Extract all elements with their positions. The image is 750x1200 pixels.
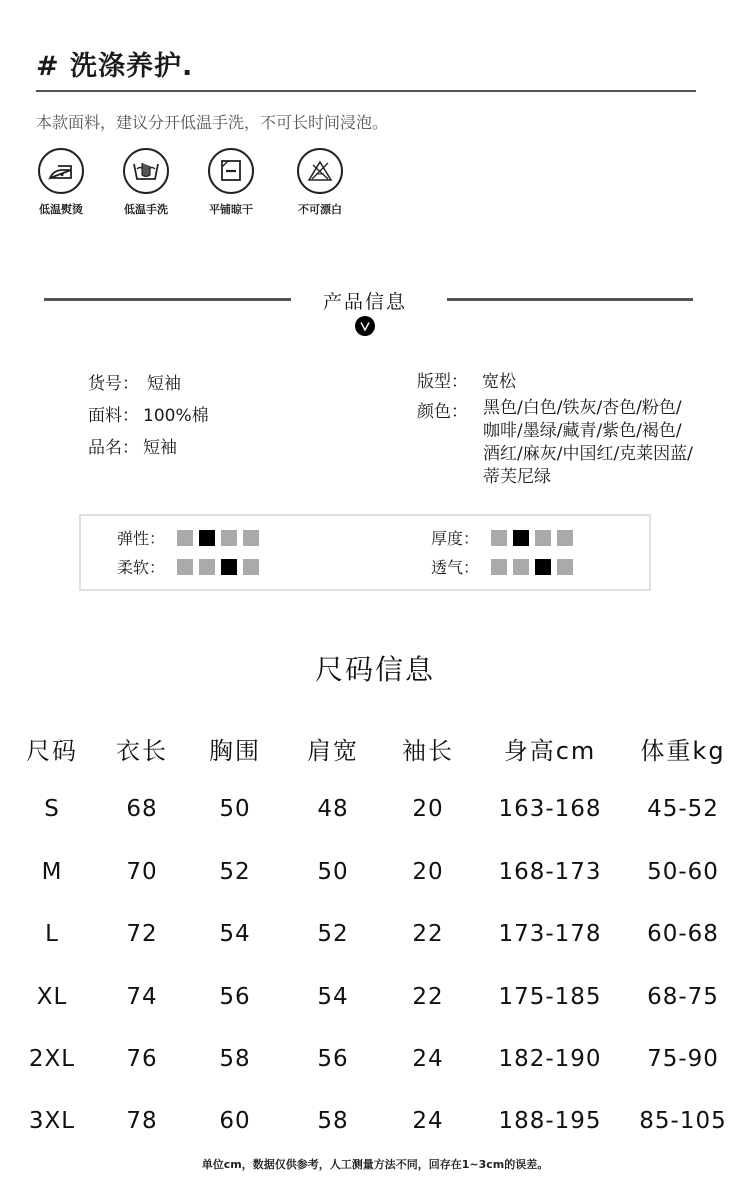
product-info-title: 产品信息 <box>322 291 407 313</box>
cell-chest: 50 <box>219 796 251 822</box>
info-value: 短袖 <box>143 438 177 458</box>
product-info-divider-left <box>44 298 291 301</box>
rating-block <box>535 530 551 546</box>
rating-block <box>557 559 573 575</box>
product-info-divider-right <box>447 298 693 301</box>
info-product-name <box>88 433 177 458</box>
cell-weight: 50-60 <box>647 859 719 885</box>
cell-shoulder: 58 <box>317 1108 349 1134</box>
cell-length: 72 <box>126 921 158 947</box>
rating-block <box>177 530 193 546</box>
rating-block <box>491 559 507 575</box>
info-value: 100%棉 <box>143 406 209 426</box>
cell-chest: 56 <box>219 984 251 1010</box>
cell-sleeve: 24 <box>412 1046 444 1072</box>
cell-length: 68 <box>126 796 158 822</box>
care-label: 低温熨烫 <box>39 203 83 216</box>
cell-height: 173-178 <box>498 921 602 947</box>
hand-wash-icon <box>125 150 167 192</box>
colors-line: 咖啡/墨绿/藏青/紫色/褐色/ <box>483 421 682 441</box>
rating-softness <box>117 555 265 578</box>
colors-line: 黑色/白色/铁灰/杏色/粉色/ <box>483 398 682 418</box>
size-header-chest: 胸围 <box>209 737 261 765</box>
info-value: 短袖 <box>147 374 181 394</box>
cell-sleeve: 20 <box>412 859 444 885</box>
rating-breathability <box>431 555 579 578</box>
cell-length: 78 <box>126 1108 158 1134</box>
cell-shoulder: 52 <box>317 921 349 947</box>
info-value: 宽松 <box>482 372 516 392</box>
info-colors-label: 颜色： <box>417 402 468 422</box>
rating-label: 弹性： <box>117 529 166 548</box>
cell-size: XL <box>36 984 68 1010</box>
care-label: 不可漂白 <box>298 203 342 216</box>
no-bleach-icon <box>299 150 341 192</box>
cell-weight: 75-90 <box>647 1046 719 1072</box>
cell-size: 3XL <box>28 1108 76 1134</box>
rating-block <box>199 559 215 575</box>
cell-shoulder: 48 <box>317 796 349 822</box>
cell-shoulder: 54 <box>317 984 349 1010</box>
cell-chest: 52 <box>219 859 251 885</box>
cell-height: 182-190 <box>498 1046 602 1072</box>
care-item-hand-wash <box>123 148 169 217</box>
cell-height: 175-185 <box>498 984 602 1010</box>
colors-line: 蒂芙尼绿 <box>483 467 551 487</box>
info-label: 货号： <box>88 374 139 394</box>
rating-block <box>243 559 259 575</box>
rating-block <box>557 530 573 546</box>
cell-sleeve: 22 <box>412 984 444 1010</box>
info-label: 版型： <box>417 372 468 392</box>
cell-height: 188-195 <box>498 1108 602 1134</box>
low-temp-iron-icon <box>40 150 82 192</box>
care-section-title: # 洗涤养护. <box>36 51 194 82</box>
rating-block-active <box>513 530 529 546</box>
rating-block-active <box>221 559 237 575</box>
rating-block <box>513 559 529 575</box>
size-header-shoulder: 肩宽 <box>307 737 359 765</box>
care-label: 低温手洗 <box>124 203 168 216</box>
cell-chest: 60 <box>219 1108 251 1134</box>
cell-sleeve: 22 <box>412 921 444 947</box>
size-info-title: 尺码信息 <box>314 653 435 686</box>
cell-chest: 58 <box>219 1046 251 1072</box>
size-footnote: 单位cm，数据仅供参考，人工测量方法不同，回存在1~3cm的误差。 <box>201 1158 549 1171</box>
cell-size: M <box>41 859 63 885</box>
cell-weight: 68-75 <box>647 984 719 1010</box>
care-item-iron <box>38 148 84 217</box>
care-description: 本款面料，建议分开低温手洗，不可长时间浸泡。 <box>36 113 389 132</box>
cell-chest: 54 <box>219 921 251 947</box>
cell-height: 168-173 <box>498 859 602 885</box>
rating-block <box>177 559 193 575</box>
rating-block <box>243 530 259 546</box>
care-item-dry-flat <box>208 148 254 217</box>
rating-block-active <box>199 530 215 546</box>
cell-sleeve: 20 <box>412 796 444 822</box>
cell-size: L <box>45 921 59 947</box>
dry-flat-icon <box>210 150 252 192</box>
care-divider <box>36 90 696 92</box>
size-header-sleeve: 袖长 <box>402 737 454 765</box>
info-colors-list <box>483 397 748 489</box>
care-item-no-bleach <box>297 148 343 217</box>
cell-length: 70 <box>126 859 158 885</box>
info-label: 品名： <box>88 438 139 458</box>
cell-shoulder: 56 <box>317 1046 349 1072</box>
cell-sleeve: 24 <box>412 1108 444 1134</box>
rating-label: 柔软： <box>117 558 166 577</box>
info-fabric <box>88 401 209 426</box>
rating-label: 透气： <box>431 558 480 577</box>
rating-thickness <box>431 526 579 549</box>
cell-height: 163-168 <box>498 796 602 822</box>
chevron-down-icon <box>355 316 375 336</box>
cell-length: 76 <box>126 1046 158 1072</box>
size-header-height: 身高cm <box>503 737 597 765</box>
size-header-weight: 体重kg <box>640 737 726 765</box>
rating-block <box>491 530 507 546</box>
cell-weight: 60-68 <box>647 921 719 947</box>
cell-size: 2XL <box>28 1046 76 1072</box>
rating-label: 厚度： <box>431 529 480 548</box>
info-item-number <box>88 369 181 394</box>
info-label: 面料： <box>88 406 139 426</box>
cell-weight: 85-105 <box>639 1108 727 1134</box>
cell-length: 74 <box>126 984 158 1010</box>
colors-line: 酒红/麻灰/中国红/克莱因蓝/ <box>483 444 693 464</box>
rating-elasticity <box>117 526 265 549</box>
info-fit <box>417 367 516 392</box>
size-header-size: 尺码 <box>26 737 78 765</box>
size-header-length: 衣长 <box>116 737 168 765</box>
cell-weight: 45-52 <box>647 796 719 822</box>
rating-block <box>221 530 237 546</box>
rating-block-active <box>535 559 551 575</box>
cell-shoulder: 50 <box>317 859 349 885</box>
cell-size: S <box>44 796 60 822</box>
care-label: 平铺晾干 <box>209 203 253 216</box>
